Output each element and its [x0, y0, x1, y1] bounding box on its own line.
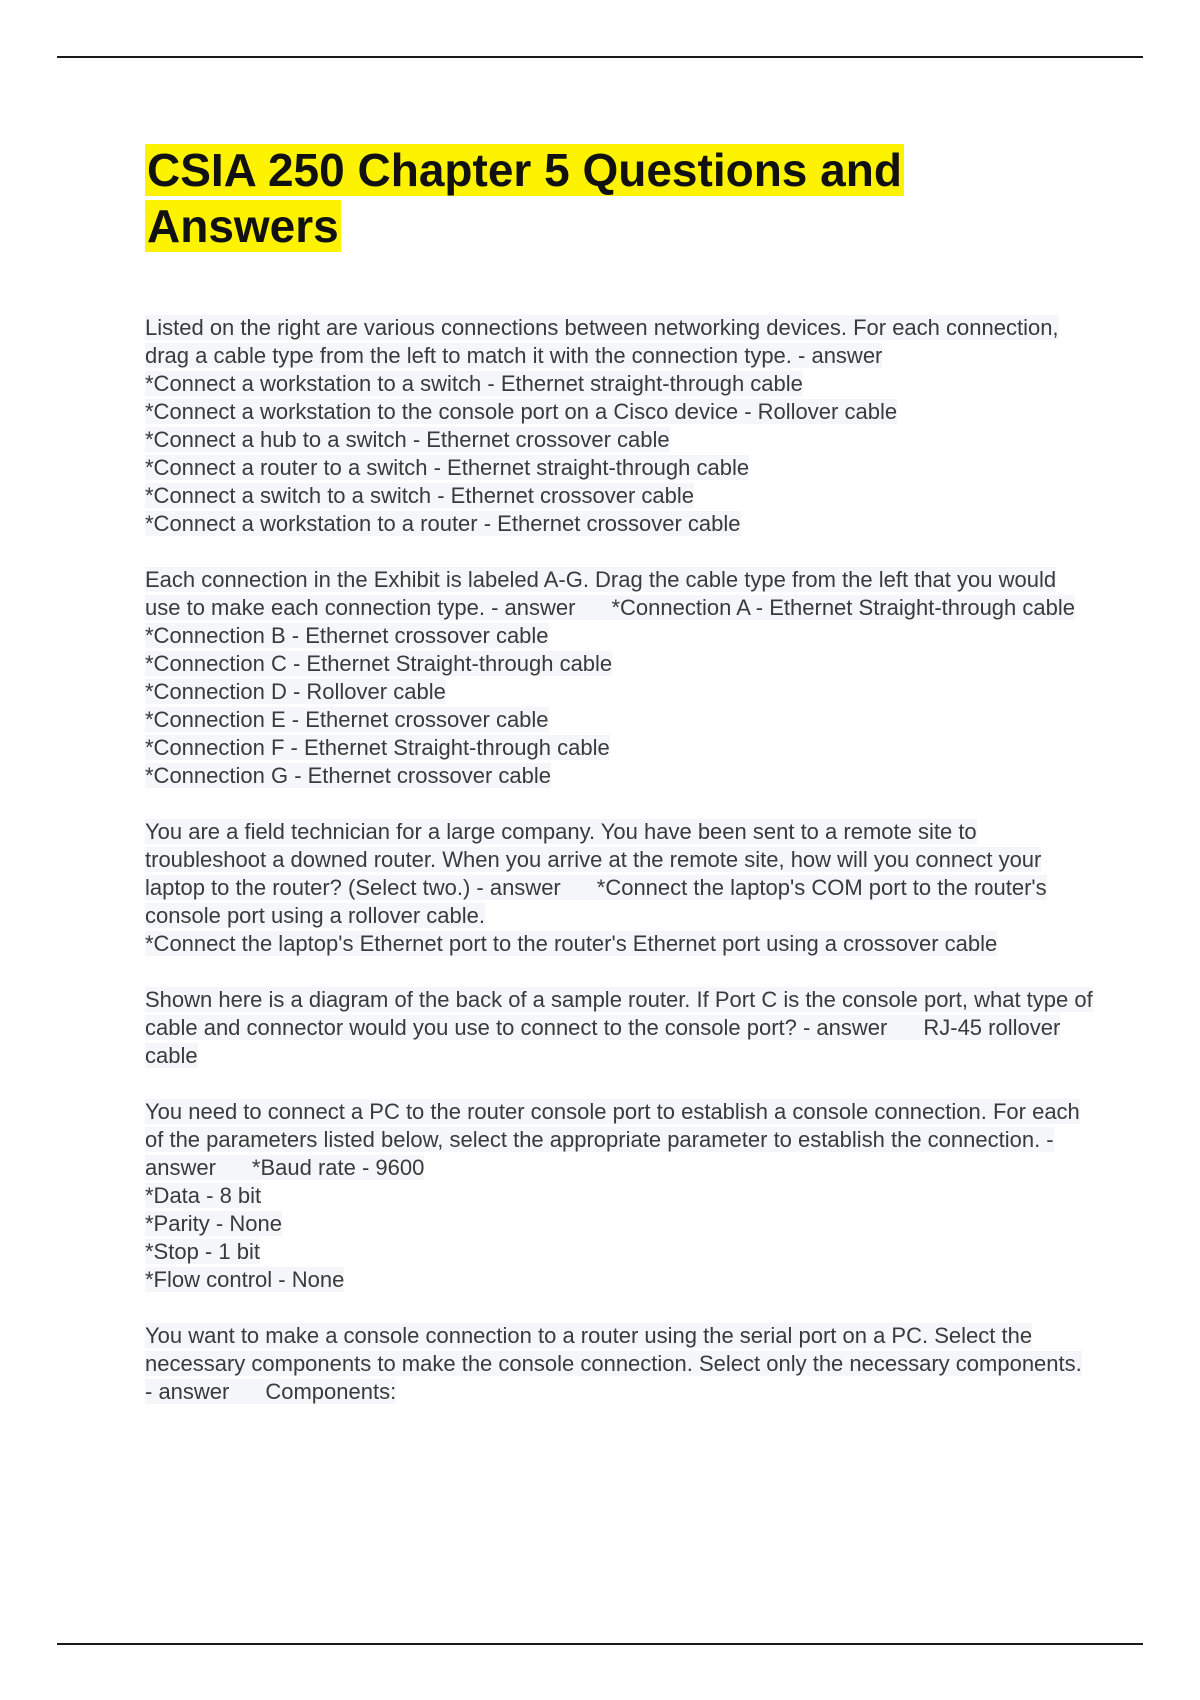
question-text: You need to connect a PC to the router console port to establish a console connection. For each of the parameters listed below, select the appropriate parameter to establish the connection. - answer: [145, 1099, 1080, 1180]
qa-item: [145, 566, 1095, 790]
answer-line: *Connect a hub to a switch - Ethernet crossover cable: [145, 427, 670, 452]
qa-item: [145, 1322, 1095, 1406]
answer-line: *Parity - None: [145, 1211, 282, 1236]
answer-line: *Connect a workstation to the console port on a Cisco device - Rollover cable: [145, 399, 898, 424]
answer-inline: RJ-45 rollover cable: [145, 1015, 1061, 1068]
qa-item: [145, 818, 1095, 958]
answer-line: *Connection G - Ethernet crossover cable: [145, 763, 551, 788]
answer-inline: *Connection A - Ethernet Straight-through cable: [611, 595, 1075, 620]
answer-line: *Connection F - Ethernet Straight-through cable: [145, 735, 610, 760]
answer-line: *Connection C - Ethernet Straight-through cable: [145, 651, 613, 676]
answer-line: *Stop - 1 bit: [145, 1239, 260, 1264]
qa-item: [145, 1098, 1095, 1294]
answer-inline: *Connect the laptop's COM port to the router's console port using a rollover cable.: [145, 875, 1047, 928]
answer-line: *Connect the laptop's Ethernet port to the router's Ethernet port using a crossover cable: [145, 931, 998, 956]
answer-line: *Connect a workstation to a switch - Ethernet straight-through cable: [145, 371, 803, 396]
answer-line: *Connection E - Ethernet crossover cable: [145, 707, 549, 732]
question-text: Listed on the right are various connections between networking devices. For each connection, drag a cable type from the left to match it with the connection type. - answer: [145, 315, 1059, 368]
answer-line: *Data - 8 bit: [145, 1183, 262, 1208]
answer-inline: Components:: [265, 1379, 397, 1404]
question-text: Shown here is a diagram of the back of a sample router. If Port C is the console port, what type of cable and connector would you use to connect to the console port? - answer: [145, 987, 1093, 1040]
answer-line: *Connect a router to a switch - Ethernet straight-through cable: [145, 455, 750, 480]
bottom-rule: [57, 1643, 1143, 1645]
question-text: Each connection in the Exhibit is labeled A-G. Drag the cable type from the left that you would use to make each connection type. - answer: [145, 567, 1057, 620]
answer-inline: *Baud rate - 9600: [251, 1155, 425, 1180]
qa-item: [145, 986, 1095, 1070]
qa-item: [145, 314, 1095, 538]
document-body: [145, 142, 1095, 1434]
answer-line: *Connection D - Rollover cable: [145, 679, 446, 704]
answer-line: *Flow control - None: [145, 1267, 345, 1292]
answer-line: *Connection B - Ethernet crossover cable: [145, 623, 549, 648]
question-text: You are a field technician for a large company. You have been sent to a remote site to troubleshoot a downed router. When you arrive at the remote site, how will you connect your laptop to the router? (Select two.) - answer: [145, 819, 1042, 900]
answer-line: *Connect a workstation to a router - Ethernet crossover cable: [145, 511, 741, 536]
question-text: You want to make a console connection to a router using the serial port on a PC. Select the necessary components to make the console connection. Select only the necessary components. - answer: [145, 1323, 1082, 1404]
answer-line: *Connect a switch to a switch - Ethernet crossover cable: [145, 483, 695, 508]
document-title: CSIA 250 Chapter 5 Questions and Answers: [147, 144, 902, 252]
top-rule: [57, 56, 1143, 58]
